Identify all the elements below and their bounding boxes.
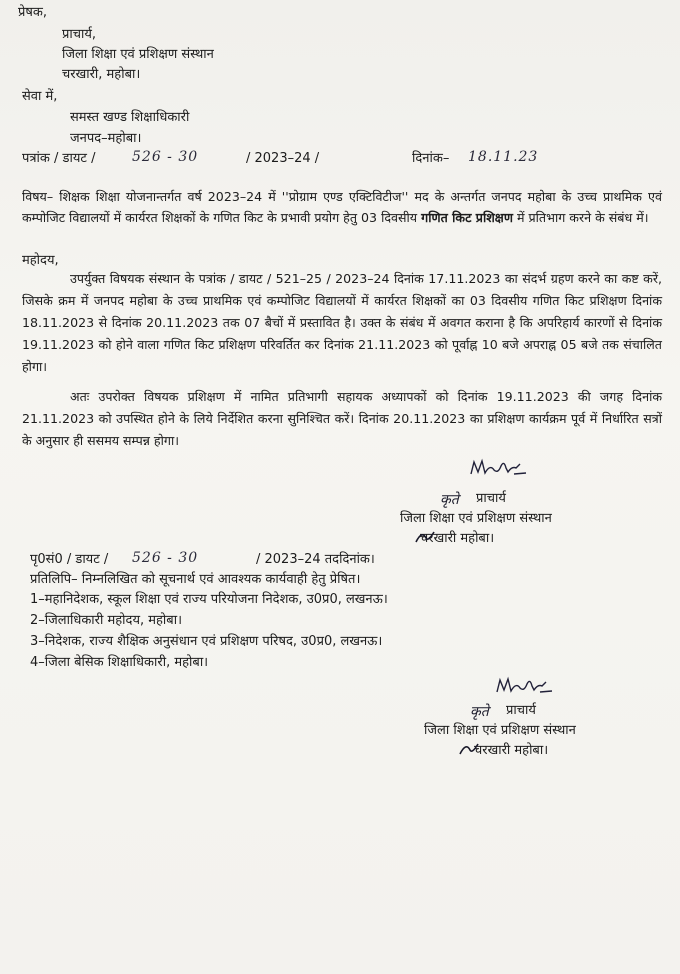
copy-list-item: 1–महानिदेशक, स्कूल शिक्षा एवं राज्य परियोजना निदेशक, उ0प्र0, लखनऊ।: [30, 592, 388, 607]
copy-list-item: 4–जिला बेसिक शिक्षाधिकारी, महोबा।: [30, 655, 209, 670]
signature-2-place: चरखारी महोबा।: [474, 743, 549, 758]
recipient-label: सेवा में,: [22, 89, 58, 104]
ref-date-label: दिनांक–: [412, 151, 450, 166]
recipient-designation: समस्त खण्ड शिक्षाधिकारी: [70, 110, 190, 125]
signature-1-institute: जिला शिक्षा एवं प्रशिक्षण संस्थान: [400, 511, 552, 526]
signature-1-scribble: [468, 456, 528, 480]
signature-1-initial: [414, 528, 436, 546]
body-paragraph-1: [22, 268, 662, 378]
subject-paragraph: [22, 186, 662, 228]
sender-label: प्रेषक,: [18, 5, 48, 20]
sender-place: चरखारी, महोबा।: [62, 67, 141, 82]
recipient-district: जनपद–महोबा।: [70, 131, 142, 146]
subject-text-before: विषय– शिक्षक शिक्षा योजनान्तर्गत वर्ष 2023–24 में ''प्रोग्राम एण्ड एक्टिविटीज'' मद के अन्तर्गत जनपद महोबा के उच्च प्राथमिक एवं कम्पोजिट विद्यालयों में कार्यरत शिक्षकों के गणित किट के प्रभावी प्रयोग हेतु 03 दिवसीय: [22, 189, 662, 225]
copy-intro: प्रतिलिपि– निम्नलिखित को सूचनार्थ एवं आवश्यक कार्यवाही हेतु प्रेषित।: [30, 572, 361, 587]
copy-ref-number: 526 - 30: [132, 550, 199, 566]
signature-2-scribble: [494, 674, 554, 698]
salutation: महोदय,: [22, 253, 59, 268]
signature-1-mark: कृते: [440, 492, 459, 508]
copy-list-item: 3–निदेशक, राज्य शैक्षिक अनुसंधान एवं प्रशिक्षण परिषद, उ0प्र0, लखनऊ।: [30, 634, 383, 649]
copy-ref-suffix: / 2023–24 तददिनांक।: [256, 552, 375, 567]
signature-1-place: चरखारी महोबा।: [420, 531, 495, 546]
copy-ref-prefix: पृ0सं0 / डायट /: [30, 552, 109, 567]
subject-text-after: में प्रतिभाग करने के संबंध में।: [516, 210, 649, 225]
paragraph-2-text: अतः उपरोक्त विषयक प्रशिक्षण में नामित प्रतिभागी सहायक अध्यापकों को दिनांक 19.11.2023 की जगह दिनांक 21.11.2023 को उपस्थित होने के लिये निर्देशित करना सुनिश्चित करें। दिनांक 20.11.2023 का प्रशिक्षण कार्यक्रम पूर्व में निर्धारित सत्रों के अनुसार ही ससमय सम्पन्न होगा।: [22, 389, 662, 448]
signature-2-mark: कृते: [470, 704, 489, 720]
ref-date-value: 18.11.23: [468, 149, 539, 165]
signature-1-designation: प्राचार्य: [476, 491, 506, 506]
sender-institute: जिला शिक्षा एवं प्रशिक्षण संस्थान: [62, 47, 214, 62]
signature-2-institute: जिला शिक्षा एवं प्रशिक्षण संस्थान: [424, 723, 576, 738]
paragraph-1-text: उपर्युक्त विषयक संस्थान के पत्रांक / डायट / 521–25 / 2023–24 दिनांक 17.11.2023 का संदर्भ ग्रहण करने का कष्ट करें, जिसके क्रम में जनपद महोबा के उच्च प्राथमिक एवं कम्पोजिट विद्यालयों में कार्यरत शिक्षकों का 03 दिवसीय गणित किट प्रशिक्षण दिनांक 18.11.2023 से दिनांक 20.11.2023 तक 07 बैचों में प्रस्तावित है। उक्त के संबंध में अवगत कराना है कि अपरिहार्य कारणों से दिनांक 19.11.2023 को होने वाला गणित किट प्रशिक्षण परिवर्तित कर दिनांक 21.11.2023 को पूर्वाह्न 10 बजे अपराह्न 05 बजे तक संचालित होगा।: [22, 271, 662, 374]
signature-2-initial: [458, 740, 480, 758]
sender-designation: प्राचार्य,: [62, 27, 97, 42]
subject-bold: गणित किट प्रशिक्षण: [421, 210, 513, 225]
signature-2-designation: प्राचार्य: [506, 703, 536, 718]
ref-number: 526 - 30: [132, 149, 199, 165]
ref-prefix: पत्रांक / डायट /: [22, 151, 96, 166]
body-paragraph-2: [22, 386, 662, 452]
copy-list-item: 2–जिलाधिकारी महोदय, महोबा।: [30, 613, 183, 628]
ref-year: / 2023–24 /: [246, 151, 320, 166]
